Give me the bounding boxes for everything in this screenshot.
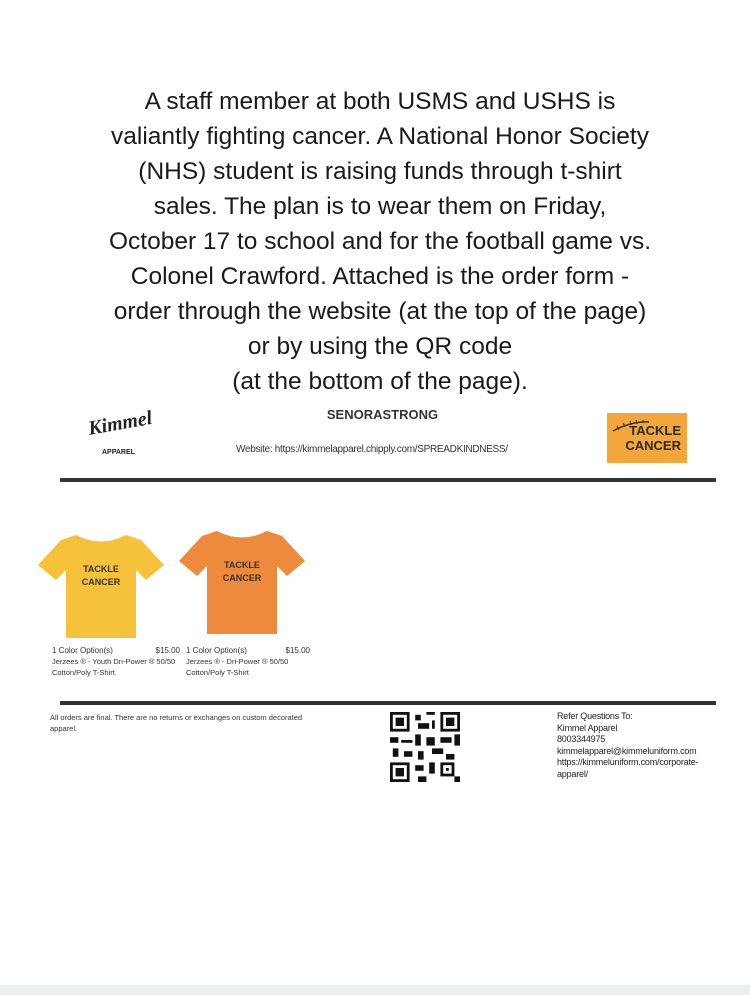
- announcement-text: [60, 84, 700, 399]
- announcement-line: (NHS) student is raising funds through t-shirt: [138, 158, 622, 185]
- tackle-cancer-badge: [607, 413, 687, 463]
- qr-code[interactable]: [390, 712, 460, 782]
- policy-text: All orders are final. There are no returns or exchanges on custom decorated apparel.: [50, 713, 303, 733]
- badge-line: TACKLE: [629, 423, 681, 438]
- announcement-line: sales. The plan is to wear them on Friday,: [153, 193, 607, 220]
- color-options: 1 Color Option(s): [186, 646, 247, 655]
- logo-subtext: APPAREL: [102, 449, 135, 456]
- product-name: Jerzees ® - Dri-Power ® 50/50 Cotton/Poly T-Shirt: [186, 657, 289, 677]
- contact-email[interactable]: kimmelapparel@kimmeluniform.com: [557, 745, 697, 756]
- kimmel-logo: [82, 406, 157, 468]
- color-options: 1 Color Option(s): [52, 646, 113, 655]
- divider: [60, 478, 716, 482]
- announcement-line: Colonel Crawford. Attached is the order form -: [130, 263, 630, 290]
- shirt-print: CANCER: [222, 573, 262, 583]
- announcement-line: or by using the QR code: [247, 333, 513, 360]
- product-name: Jerzees ® - Youth Dri-Power ® 50/50 Cotton/Poly T-Shirt: [52, 657, 176, 677]
- announcement-line: October 17 to school and for the football game vs.: [108, 228, 652, 255]
- price: $15.00: [155, 646, 180, 655]
- divider: [60, 701, 716, 705]
- contact-url-cont[interactable]: apparel/: [557, 768, 588, 779]
- adult-tshirt-image: [177, 526, 307, 636]
- badge-line: CANCER: [625, 438, 681, 453]
- announcement-line: order through the website (at the top of the page): [113, 298, 647, 325]
- announcement-line: A staff member at both USMS and USHS is: [144, 88, 616, 115]
- announcement-line: valiantly fighting cancer. A National Honor Society: [111, 123, 649, 150]
- shirt-print: CANCER: [81, 577, 121, 587]
- logo-text: Kimmel: [86, 406, 154, 440]
- bottom-bar: [0, 985, 750, 995]
- contact-company: Kimmel Apparel: [557, 722, 618, 733]
- contact-phone: 8003344975: [557, 734, 606, 744]
- product-card[interactable]: [186, 645, 310, 678]
- product-card[interactable]: [52, 645, 180, 678]
- price: $15.00: [285, 646, 310, 655]
- contact-heading: Refer Questions To:: [557, 711, 633, 721]
- store-name: SENORASTRONG: [326, 407, 439, 422]
- shirt-print: TACKLE: [83, 564, 119, 574]
- football-laces-icon: [611, 419, 651, 433]
- shirt-print: TACKLE: [224, 560, 260, 570]
- announcement-line: (at the bottom of the page).: [232, 368, 528, 395]
- website-link[interactable]: Website: https://kimmelapparel.chipply.com/SPREADKINDNESS/: [236, 444, 508, 455]
- contact-url[interactable]: https://kimmeluniform.com/corporate-: [557, 757, 699, 767]
- contact-info: [557, 711, 698, 780]
- youth-tshirt-image: [36, 530, 166, 640]
